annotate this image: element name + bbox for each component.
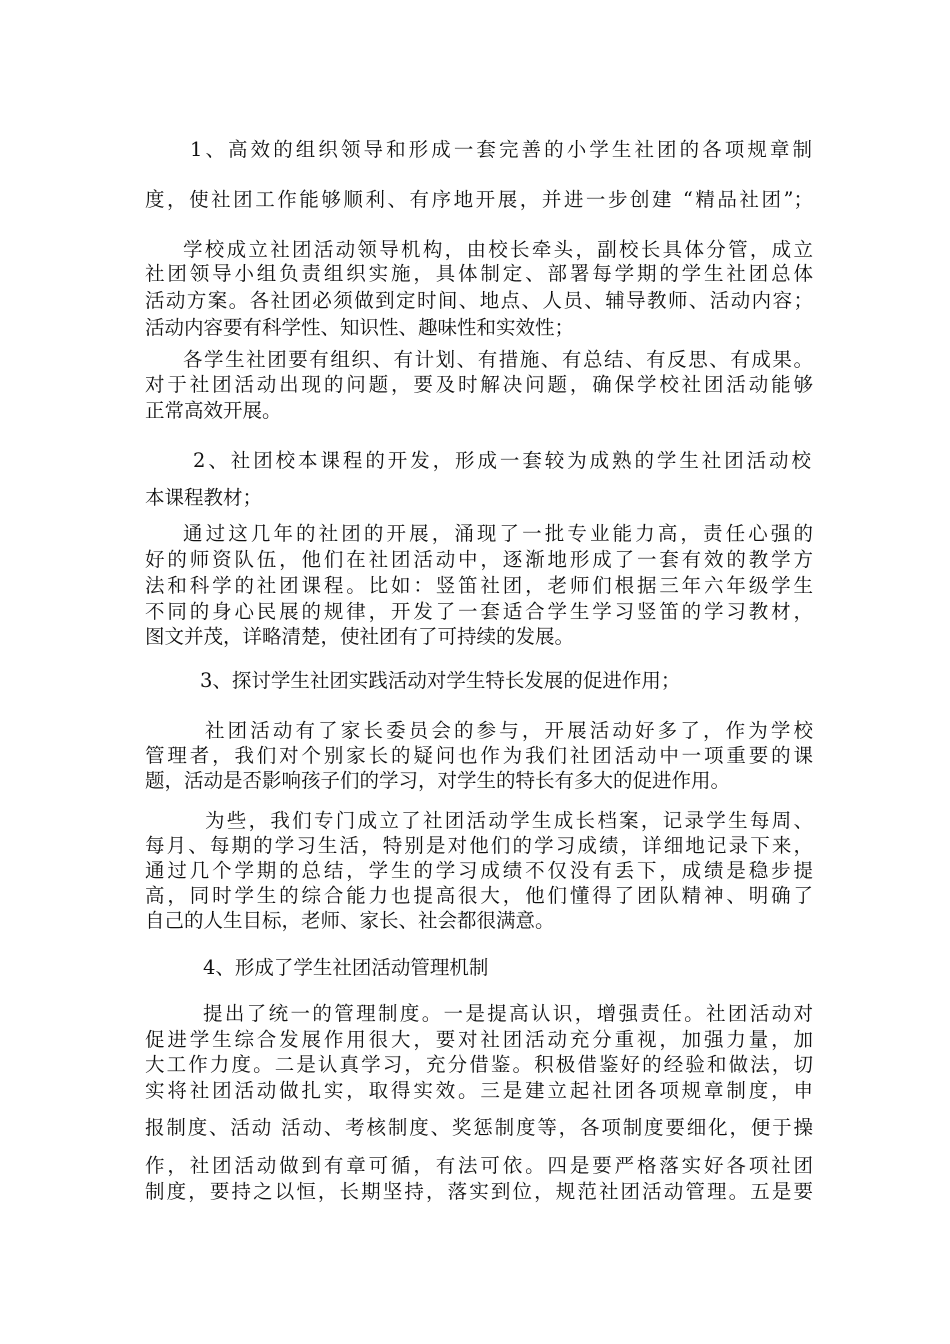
body-line: 提出了统一的管理制度。一是提高认识，增强责任。社团活动对 [203, 1002, 813, 1025]
body-line: 好的师资队伍，他们在社团活动中，逐渐地形成了一套有效的教学方 [145, 548, 813, 571]
body-line: 学校成立社团活动领导机构，由校长牵头，副校长具体分管，成立 [183, 238, 813, 261]
body-line: 社团领导小组负责组织实施，具体制定、部署每学期的学生社团总体 [145, 262, 813, 285]
body-line: 不同的身心民展的规律，开发了一套适合学生学习竖笛的学习教材， [145, 600, 813, 623]
body-line: 社团活动有了家长委员会的参与，开展活动好多了，作为学校 [205, 719, 813, 742]
body-line: 各学生社团要有组织、有计划、有措施、有总结、有反思、有成果。 [183, 348, 813, 371]
body-line: 制度，要持之以恒，长期坚持，落实到位，规范社团活动管理。五是要 [145, 1180, 813, 1203]
heading-item-4: 4、形成了学生社团活动管理机制 [203, 956, 489, 979]
body-line: 促进学生综合发展作用很大，要对社团活动充分重视，加强力量，加 [145, 1028, 813, 1051]
body-line: 本课程教材； [145, 486, 263, 509]
body-line: 高，同时学生的综合能力也提高很大，他们懂得了团队精神、明确了 [145, 884, 813, 907]
body-line: 为些，我们专门成立了社团活动学生成长档案，记录学生每周、 [205, 809, 813, 832]
body-line: 管理者，我们对个别家长的疑问也作为我们社团活动中一项重要的课 [145, 744, 813, 767]
body-line: 每月、每期的学习生活，特别是对他们的学习成绩，详细地记录下来， [145, 834, 813, 857]
heading-item-3: 3、探讨学生社团实践活动对学生特长发展的促进作用； [200, 669, 681, 692]
body-line: 活动内容要有科学性、知识性、趣味性和实效性； [145, 316, 575, 339]
body-line: 大工作力度。二是认真学习，充分借鉴。积极借鉴好的经验和做法，切 [145, 1053, 813, 1076]
body-line: 题，活动是否影响孩子们的学习，对学生的特长有多大的促进作用。 [145, 769, 731, 792]
body-line: 法和科学的社团课程。比如：竖笛社团，老师们根据三年六年级学生 [145, 574, 813, 597]
body-line: 自己的人生目标，老师、家长、社会都很满意。 [145, 909, 555, 932]
body-line: 通过这几年的社团的开展，涌现了一批专业能力高，责任心强的 [183, 522, 813, 545]
body-line: 度，使社团工作能够顺利、有序地开展，并进一步创建 “精品社团”； [145, 188, 813, 211]
body-line: 作，社团活动做到有章可循，有法可依。四是要严格落实好各项社团 [145, 1154, 813, 1177]
body-line: 正常高效开展。 [145, 399, 282, 422]
body-line: 报制度、活动 活动、考核制度、奖惩制度等，各项制度要细化，便于操 [145, 1116, 813, 1139]
body-line: 活动方案。各社团必须做到定时间、地点、人员、辅导教师、活动内容； [145, 289, 813, 312]
heading-item-2: 2、社团校本课程的开发，形成一套较为成熟的学生社团活动校 [193, 449, 811, 472]
body-line: 实将社团活动做扎实，取得实效。三是建立起社团各项规章制度，申 [145, 1079, 813, 1102]
heading-item-1: 1、高效的组织领导和形成一套完善的小学生社团的各项规章制 [190, 138, 812, 161]
body-line: 通过几个学期的总结，学生的学习成绩不仅没有丢下，成绩是稳步提 [145, 859, 813, 882]
body-line: 图文并茂，详略清楚，使社团有了可持续的发展。 [145, 625, 575, 648]
body-line: 对于社团活动出现的问题，要及时解决问题，确保学校社团活动能够 [145, 373, 813, 396]
